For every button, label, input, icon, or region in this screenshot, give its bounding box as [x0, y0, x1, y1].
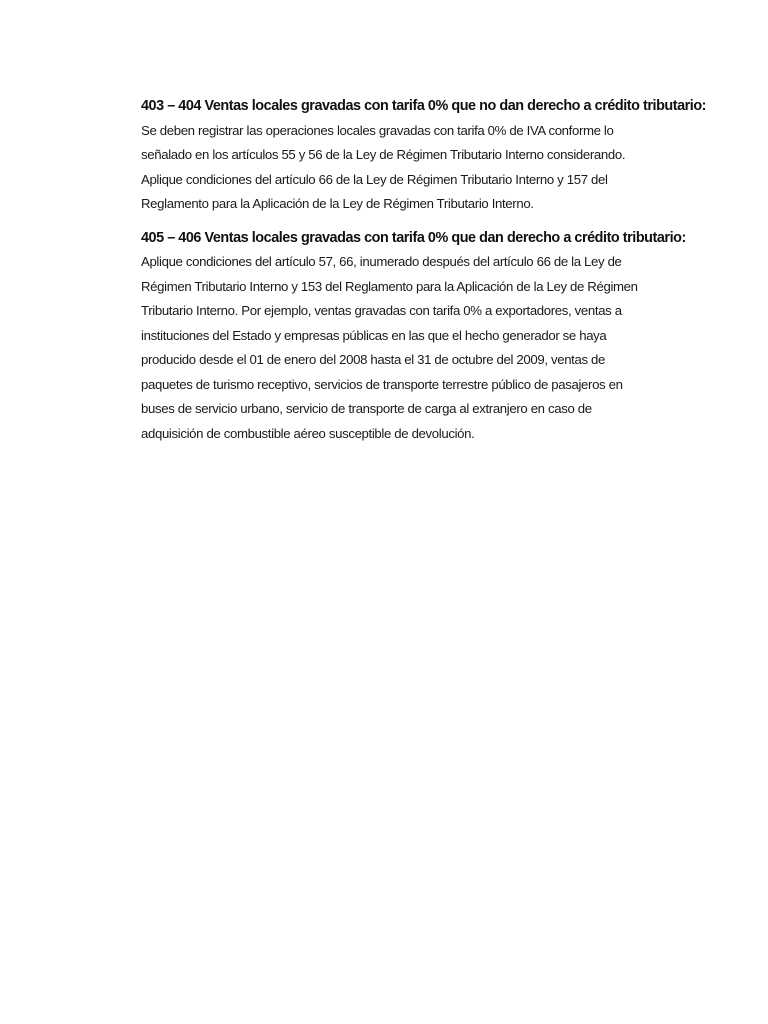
paragraph-line: producido desde el 01 de enero del 2008 hasta el 31 de octubre del 2009, ventas de — [141, 352, 606, 367]
document-body — [141, 94, 707, 455]
section-heading: 405 – 406 Ventas locales gravadas con tarifa 0% que dan derecho a crédito tributario: — [141, 229, 686, 246]
section-heading: 403 – 404 Ventas locales gravadas con tarifa 0% que no dan derecho a crédito tributario: — [141, 98, 707, 114]
paragraph-line: Tributario Interno. Por ejemplo, ventas gravadas con tarifa 0% a exportadores, ventas a — [141, 303, 622, 318]
paragraph-line: Régimen Tributario Interno y 153 del Reglamento para la Aplicación de la Ley de Régimen — [141, 278, 638, 294]
section-paragraph — [141, 119, 671, 217]
paragraph-line: instituciones del Estado y empresas públicas en las que el hecho generador se haya — [141, 327, 607, 343]
paragraph-line: Aplique condiciones del artículo 66 de la Ley de Régimen Tributario Interno y 157 del — [141, 171, 608, 187]
paragraph-line: adquisición de combustible aéreo susceptible de devolución. — [141, 425, 475, 441]
paragraph-line: Aplique condiciones del artículo 57, 66, inumerado después del artículo 66 de la Ley de — [141, 254, 622, 269]
section-403-404 — [141, 94, 707, 217]
section-405-406 — [141, 226, 686, 447]
paragraph-line: paquetes de turismo receptivo, servicios de transporte terrestre público de pasajeros en — [141, 376, 623, 392]
paragraph-line: señalado en los artículos 55 y 56 de la Ley de Régimen Tributario Interno considerando. — [141, 147, 626, 162]
paragraph-line: buses de servicio urbano, servicio de transporte de carga al extranjero en caso de — [141, 401, 592, 416]
paragraph-line: Se deben registrar las operaciones locales gravadas con tarifa 0% de IVA conforme lo — [141, 122, 614, 138]
paragraph-line: Reglamento para la Aplicación de la Ley de Régimen Tributario Interno. — [141, 196, 534, 211]
section-paragraph — [141, 250, 671, 446]
